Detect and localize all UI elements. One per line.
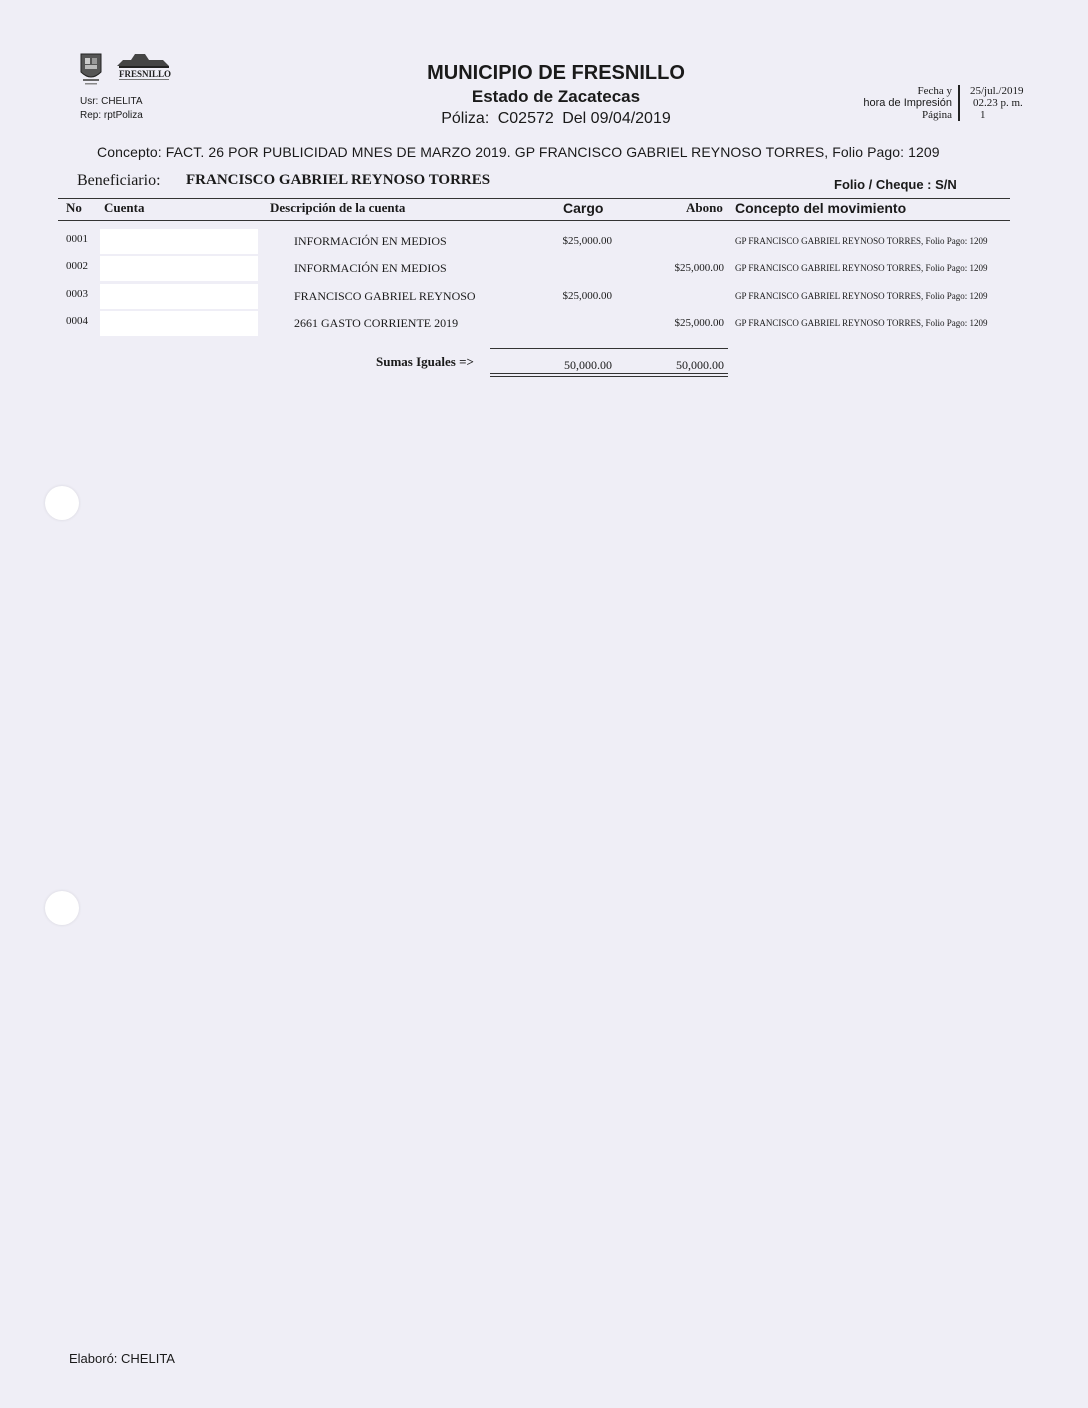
sumas-iguales-label: Sumas Iguales =>	[376, 354, 474, 369]
elaboro-label: Elaboró: CHELITA	[69, 1351, 175, 1366]
page-subtitle: Estado de Zacatecas	[471, 87, 641, 106]
row-abono: $25,000.00	[674, 317, 724, 329]
sum-rule-top	[490, 348, 728, 349]
report-label: Rep: rptPoliza	[80, 110, 143, 121]
row-descripcion: FRANCISCO GABRIEL REYNOSO	[294, 289, 476, 303]
meta-label-fecha: Fecha y	[917, 85, 952, 97]
print-meta-labels	[863, 85, 960, 121]
row-concepto: GP FRANCISCO GABRIEL REYNOSO TORRES, Folio Pago: 1209	[735, 263, 988, 273]
row-no: 0004	[66, 315, 88, 327]
meta-value-hora: 02.23 p. m.	[973, 97, 1023, 109]
row-cuenta-redacted	[100, 229, 258, 254]
row-descripcion: INFORMACIÓN EN MEDIOS	[294, 234, 447, 248]
col-header-cargo: Cargo	[563, 200, 604, 216]
meta-value-fecha: 25/jul./2019	[970, 85, 1024, 97]
col-header-descripcion: Descripción de la cuenta	[270, 200, 406, 215]
sum-rule-double-1	[490, 373, 728, 374]
row-descripcion: 2661 GASTO CORRIENTE 2019	[294, 316, 459, 330]
binder-hole	[45, 486, 79, 520]
row-cargo: $25,000.00	[562, 235, 612, 247]
row-descripcion: INFORMACIÓN EN MEDIOS	[294, 261, 447, 275]
table-row	[0, 315, 1088, 341]
row-no: 0001	[66, 233, 88, 245]
row-no: 0002	[66, 260, 88, 272]
header-rule-bottom	[58, 220, 1010, 221]
meta-value-pagina: 1	[980, 109, 986, 121]
meta-label-hora: hora de Impresión	[863, 97, 952, 109]
row-cuenta-redacted	[100, 256, 258, 281]
sum-cargo: 50,000.00	[564, 358, 612, 372]
row-abono: $25,000.00	[674, 262, 724, 274]
col-header-concepto: Concepto del movimiento	[735, 200, 907, 216]
beneficiario-label: Beneficiario:	[77, 172, 161, 189]
binder-hole	[45, 891, 79, 925]
row-cargo: $25,000.00	[562, 290, 612, 302]
meta-label-pagina: Página	[922, 109, 952, 121]
poliza-number: C02572	[497, 110, 554, 127]
print-meta-values	[970, 85, 1023, 121]
col-header-abono: Abono	[686, 200, 723, 215]
page-title: MUNICIPIO DE FRESNILLO	[427, 62, 685, 84]
col-header-no: No	[66, 200, 82, 215]
beneficiario-name: FRANCISCO GABRIEL REYNOSO TORRES	[186, 172, 491, 188]
sum-rule-double-2	[490, 376, 728, 377]
row-no: 0003	[66, 288, 88, 300]
poliza-date: Del 09/04/2019	[562, 110, 671, 127]
row-concepto: GP FRANCISCO GABRIEL REYNOSO TORRES, Folio Pago: 1209	[735, 291, 988, 301]
sum-abono: 50,000.00	[676, 358, 724, 372]
col-header-cuenta: Cuenta	[104, 200, 145, 215]
row-concepto: GP FRANCISCO GABRIEL REYNOSO TORRES, Folio Pago: 1209	[735, 236, 988, 246]
row-concepto: GP FRANCISCO GABRIEL REYNOSO TORRES, Folio Pago: 1209	[735, 318, 988, 328]
row-cuenta-redacted	[100, 284, 258, 309]
svg-text:FRESNILLO: FRESNILLO	[119, 69, 172, 79]
header-rule-top	[58, 198, 1010, 199]
concepto-line: Concepto: FACT. 26 POR PUBLICIDAD MNES DE MARZO 2019. GP FRANCISCO GABRIEL REYNOSO TORRES, Folio Pago: 1209	[97, 144, 940, 160]
poliza-label: Póliza:	[441, 110, 490, 127]
folio-cheque: Folio / Cheque : S/N	[834, 177, 957, 192]
user-label: Usr: CHELITA	[80, 96, 143, 107]
row-cuenta-redacted	[100, 311, 258, 336]
table-row	[0, 260, 1088, 286]
